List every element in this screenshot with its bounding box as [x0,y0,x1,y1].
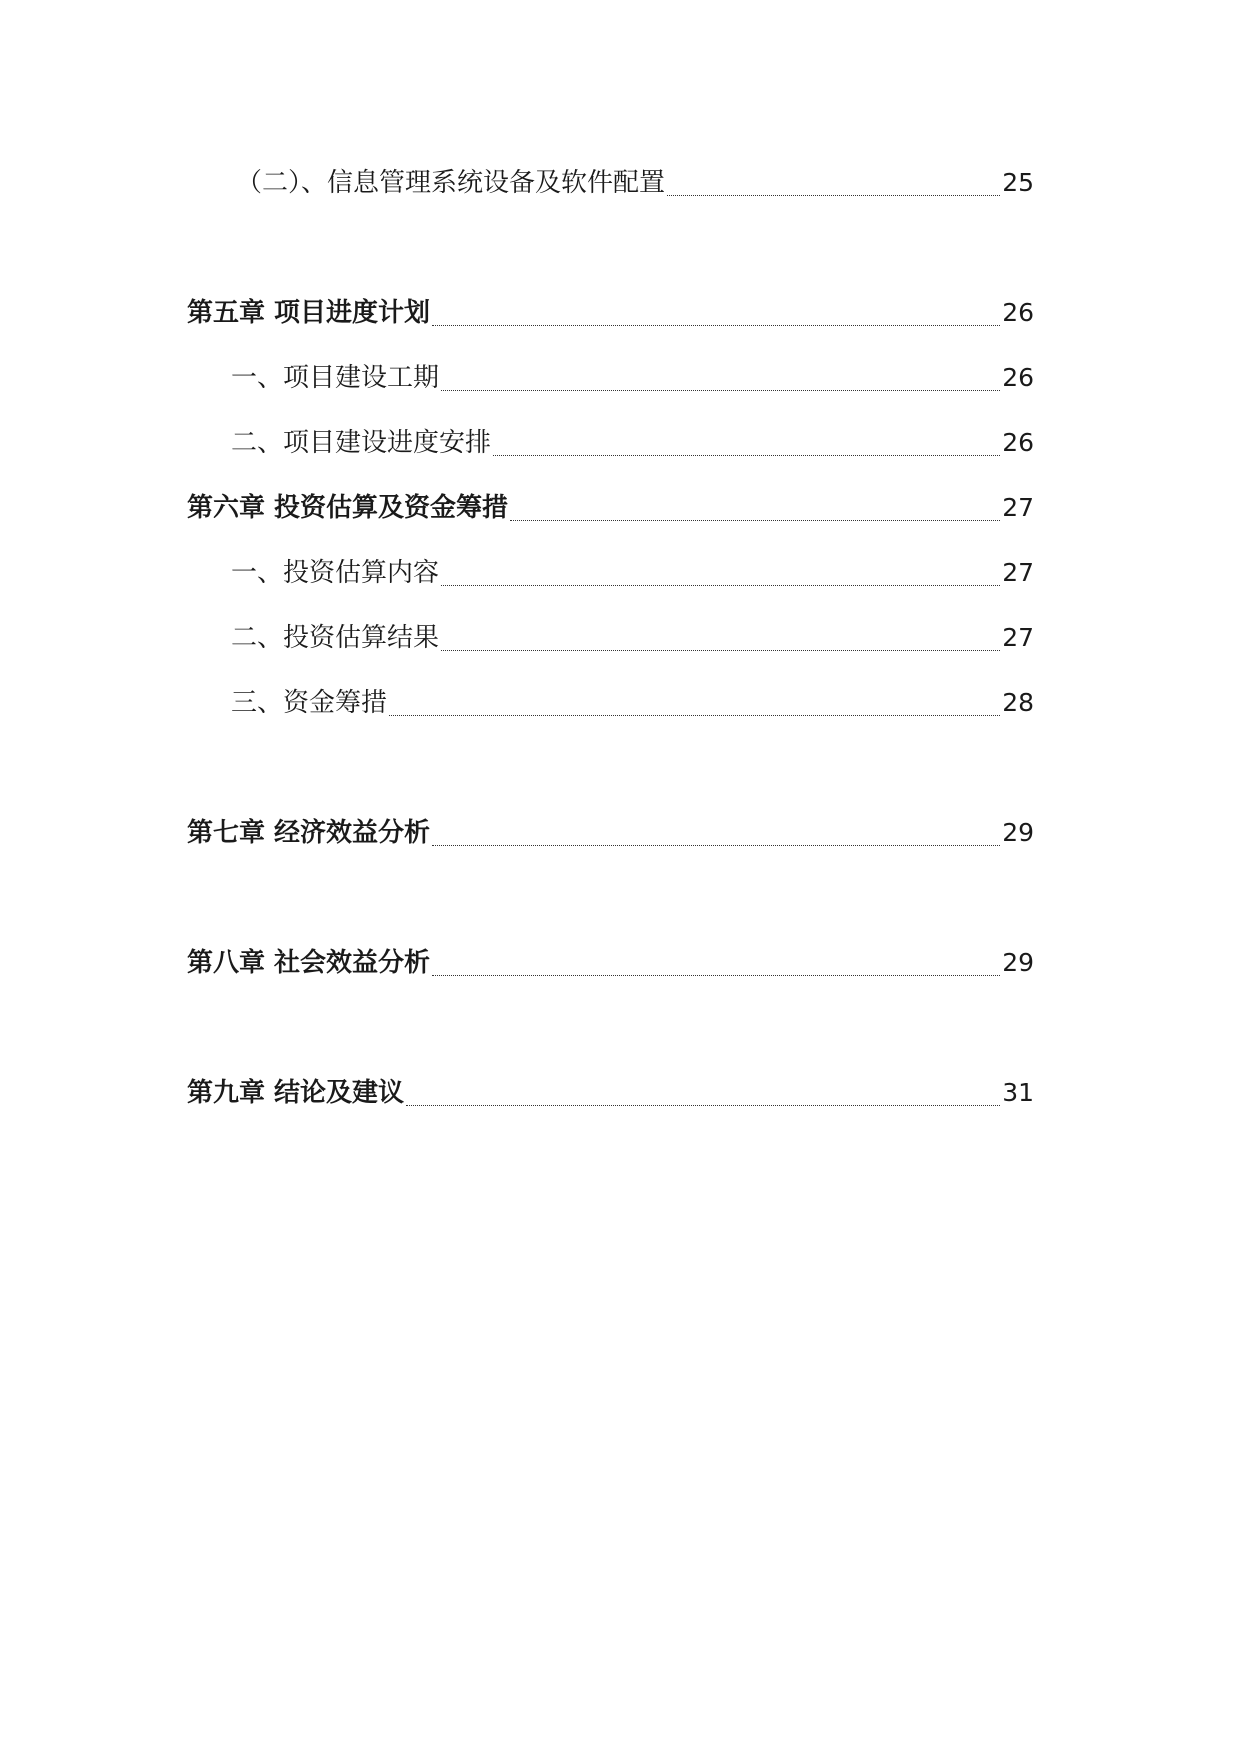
toc-entry [0,163,1241,203]
toc-entry-chapter [0,813,1241,853]
toc-page-number: 27 [1002,558,1034,587]
toc-entry-chapter [0,488,1241,528]
toc-dot-leader [432,975,1000,976]
toc-entry-title: 一、项目建设工期 [231,363,440,393]
toc-entry-title: 二、投资估算结果 [231,623,440,653]
toc-page-number: 28 [1002,688,1034,717]
toc-entry-title: 第五章 项目进度计划 [187,298,431,328]
toc-dot-leader [441,650,1000,651]
toc-dot-leader [510,520,1000,521]
toc-entry-title: 第六章 投资估算及资金筹措 [187,493,509,523]
toc-entry-title: 第九章 结论及建议 [187,1078,405,1108]
toc-page-number: 31 [1002,1078,1034,1107]
toc-page-number: 25 [1002,168,1034,197]
toc-entry-title: 一、投资估算内容 [231,558,440,588]
toc-page-number: 26 [1002,298,1034,327]
toc-dot-leader [432,325,1000,326]
toc-dot-leader [441,585,1000,586]
toc-dot-leader [406,1105,1000,1106]
toc-page-number: 26 [1002,363,1034,392]
toc-entry [0,683,1241,723]
toc-page-number: 27 [1002,623,1034,652]
toc-page-number: 29 [1002,818,1034,847]
toc-entry-title: 三、资金筹措 [231,688,388,718]
toc-dot-leader [432,845,1000,846]
toc-entry-title: 第八章 社会效益分析 [187,948,431,978]
toc-entry-title: 二、项目建设进度安排 [231,428,492,458]
toc-entry-title: （二）、信息管理系统设备及软件配置 [236,168,666,198]
toc-entry [0,553,1241,593]
toc-entry-chapter [0,1073,1241,1113]
toc-entry-chapter [0,943,1241,983]
toc-entry [0,618,1241,658]
toc-dot-leader [389,715,1000,716]
toc-page-number: 29 [1002,948,1034,977]
toc-page-number: 27 [1002,493,1034,522]
toc-entry-chapter [0,293,1241,333]
toc-dot-leader [667,195,1000,196]
toc-entry [0,423,1241,463]
toc-dot-leader [493,455,1000,456]
toc-entry-title: 第七章 经济效益分析 [187,818,431,848]
toc-entry [0,358,1241,398]
toc-page-number: 26 [1002,428,1034,457]
toc-dot-leader [441,390,1000,391]
